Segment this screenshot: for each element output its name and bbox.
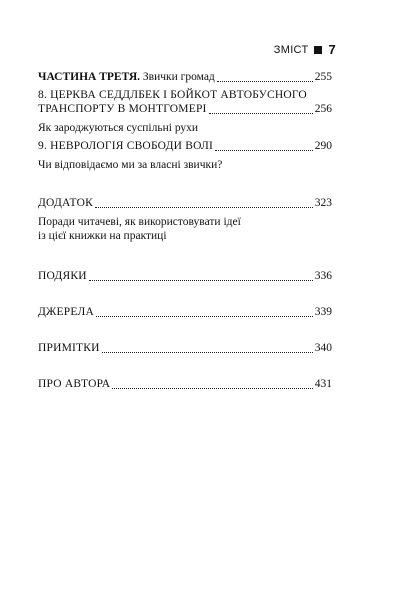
page-ref-sources: 339 (314, 306, 332, 318)
toc-entry-sources (38, 305, 332, 319)
page-ref-notes: 340 (314, 342, 332, 354)
toc-entry-part-three (38, 70, 332, 84)
page-ref-part-three: 255 (314, 71, 332, 83)
dot-leader (95, 207, 313, 208)
chapter-9-title: 9. НЕВРОЛОГІЯ СВОБОДИ ВОЛІ (38, 140, 214, 152)
toc-entry-appendix (38, 196, 332, 243)
dot-leader (112, 388, 312, 389)
running-head (274, 42, 336, 57)
table-of-contents (38, 64, 332, 391)
toc-entry-notes (38, 341, 332, 355)
chapter-9-subtitle: Чи відповідаємо ми за власні звички? (38, 159, 223, 171)
section-title: ЗМІСТ (273, 43, 309, 56)
dot-leader (96, 316, 313, 317)
toc-entry-about-author (38, 377, 332, 391)
sources-title: ДЖЕРЕЛА (38, 306, 94, 318)
dot-leader (209, 113, 313, 114)
toc-entry-thanks (38, 269, 332, 283)
dot-leader (215, 150, 313, 151)
part-three-title: ЧАСТИНА ТРЕТЯ. (38, 71, 140, 83)
notes-title: ПРИМІТКИ (38, 342, 100, 354)
page-ref-appendix: 323 (314, 197, 332, 209)
toc-entry-chapter-8 (38, 88, 332, 135)
chapter-8-title-line-1: 8. ЦЕРКВА СЕДДЛБЕК І БОЙКОТ АВТОБУСНОГО (38, 89, 307, 101)
toc-entry-chapter-9 (38, 139, 332, 172)
dot-leader (89, 280, 313, 281)
appendix-title: ДОДАТОК (38, 197, 93, 209)
page-ref-chapter-9: 290 (314, 140, 332, 152)
page-ref-chapter-8: 256 (314, 103, 332, 115)
page-ref-about-author: 431 (314, 378, 332, 390)
appendix-subtitle-line-2: із цієї книжки на практиці (38, 230, 167, 242)
chapter-8-title-line-2: ТРАНСПОРТУ В МОНТГОМЕРІ (38, 103, 207, 115)
dot-leader (102, 352, 313, 353)
page-ref-thanks: 336 (314, 270, 332, 282)
thanks-title: ПОДЯКИ (38, 270, 87, 282)
dot-leader (217, 81, 313, 82)
appendix-subtitle-line-1: Поради читачеві, як використовувати ідеї (38, 216, 241, 228)
square-icon (314, 46, 322, 54)
page-number: 7 (328, 42, 336, 57)
chapter-8-subtitle: Як зароджуються суспільні рухи (38, 122, 199, 134)
part-three-subtitle: Звички громад (140, 71, 215, 83)
about-author-title: ПРО АВТОРА (38, 378, 111, 390)
